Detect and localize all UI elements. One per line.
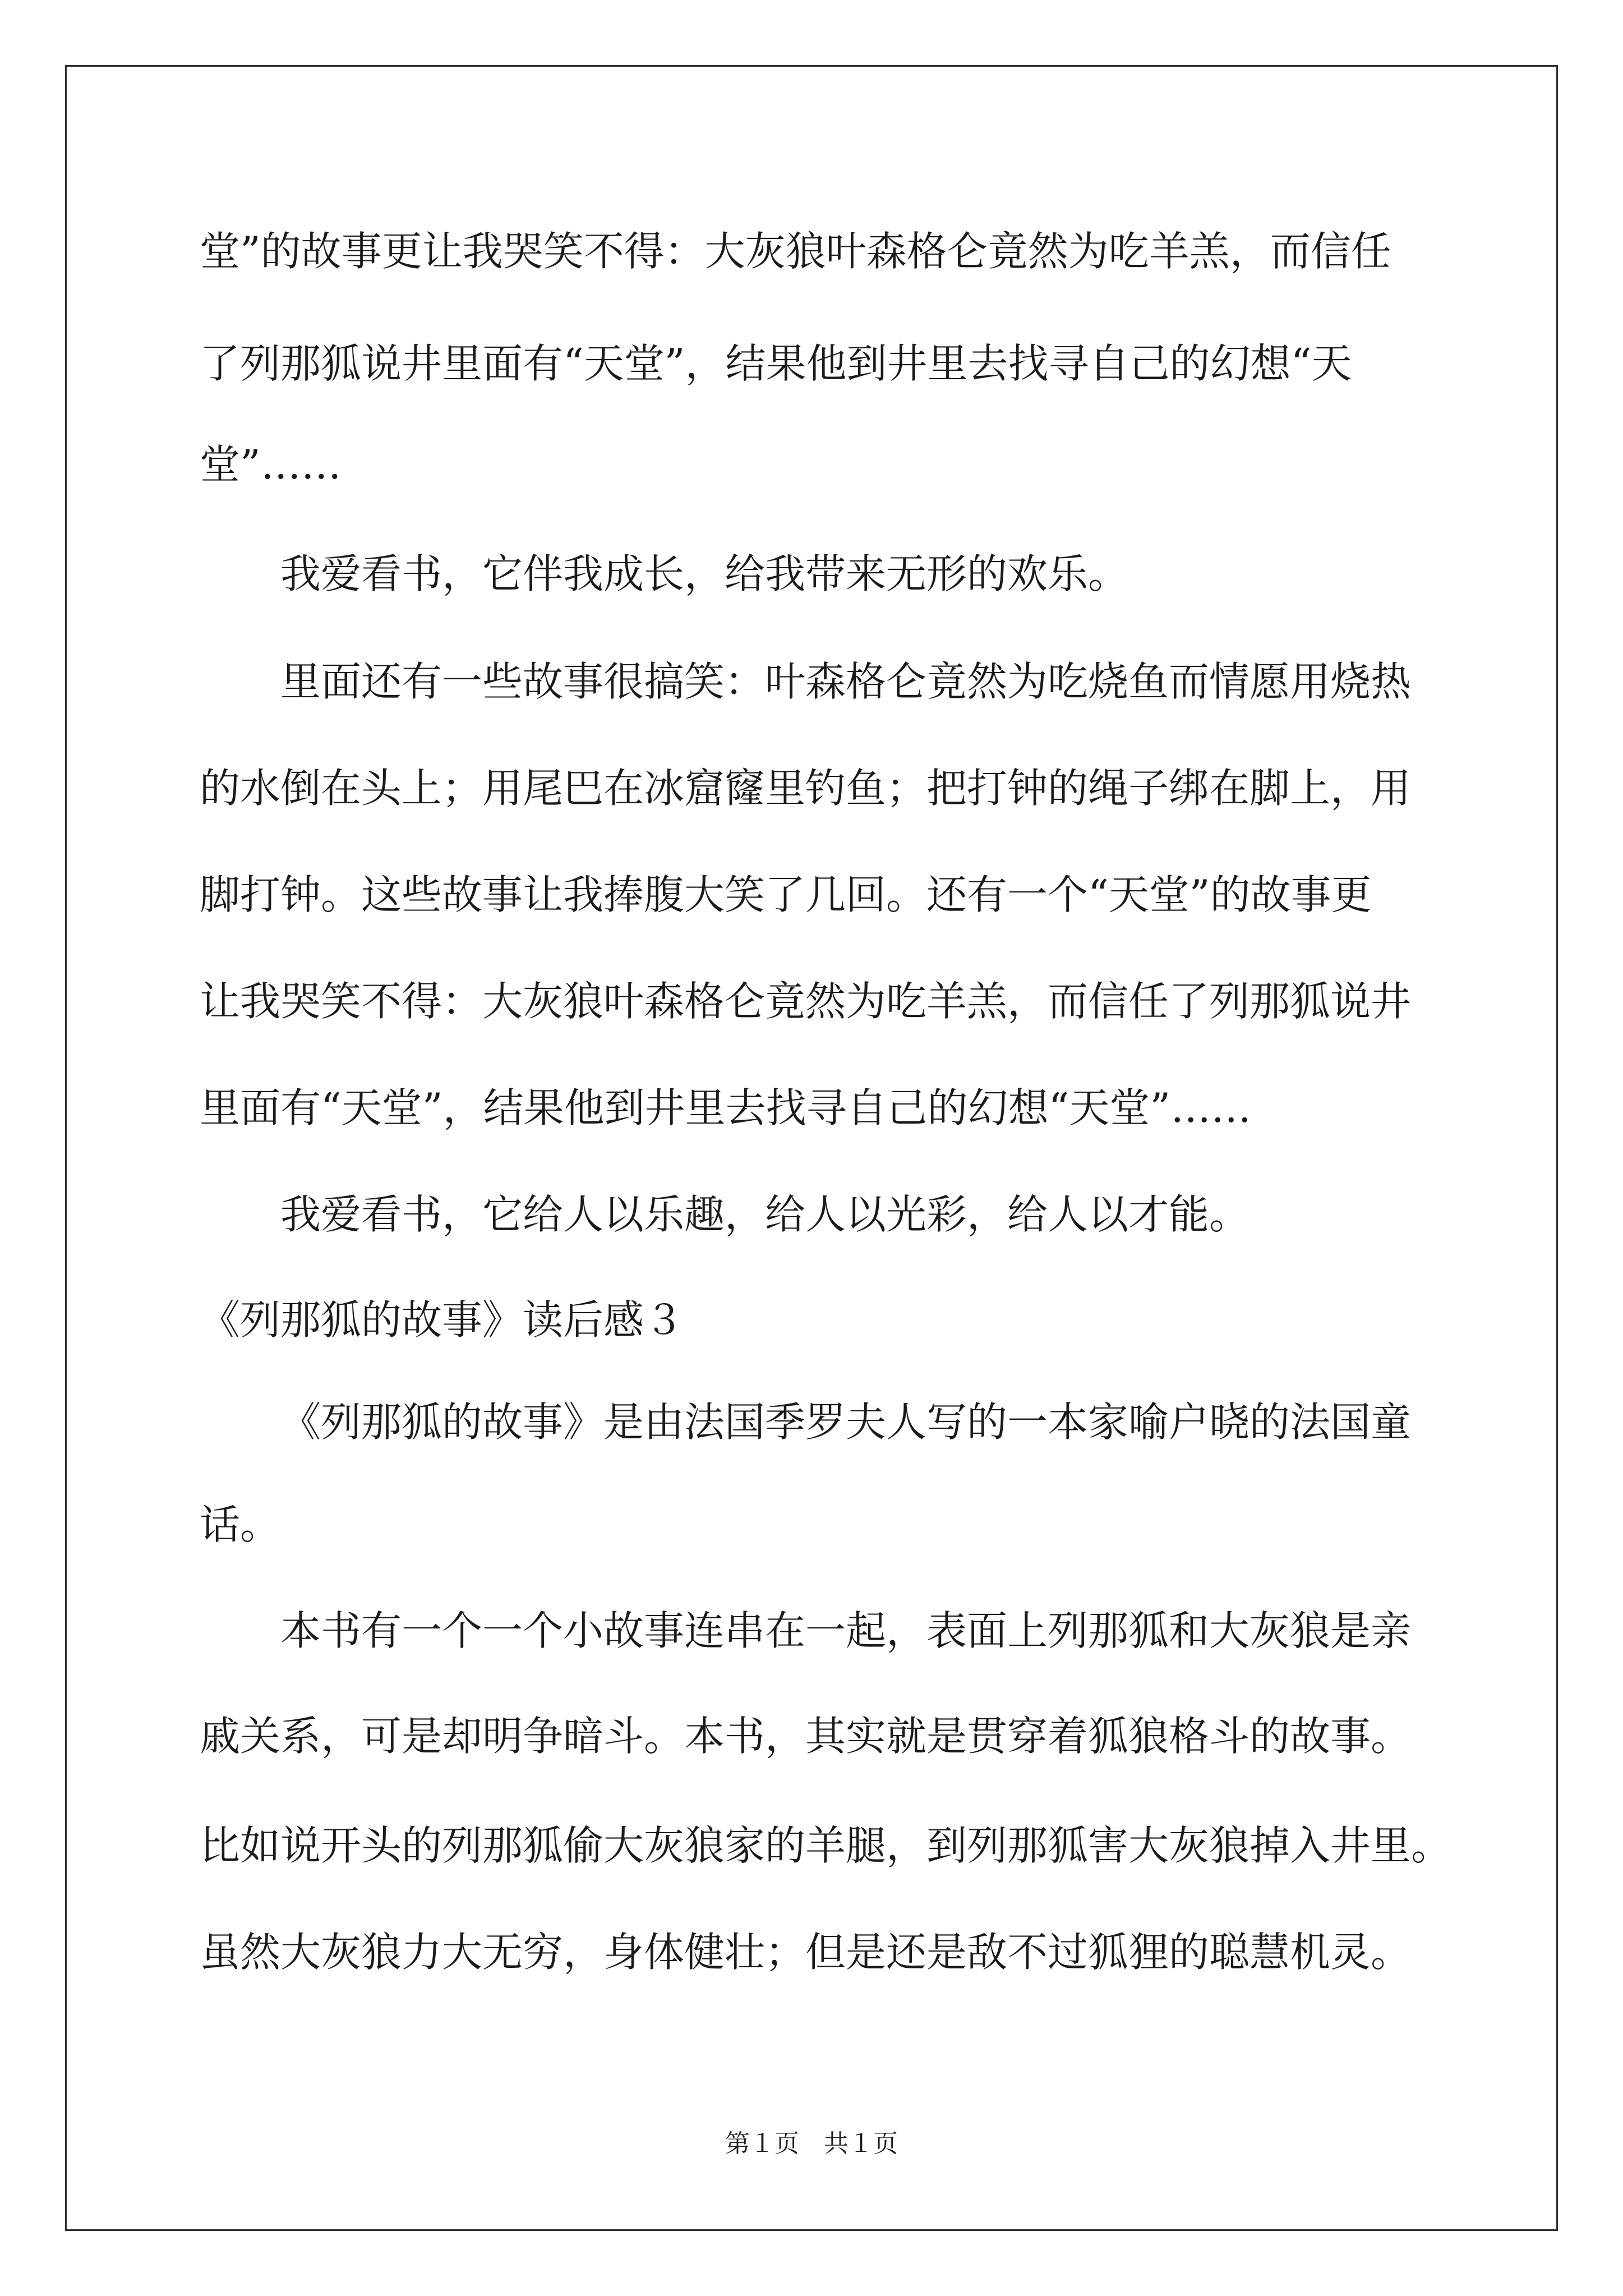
paragraph-line: 让我哭笑不得：大灰狼叶森格仑竟然为吃羊羔，而信任了列那狐说井 [200,978,1412,1025]
paragraph-line: 《列那狐的故事》是由法国季罗夫人写的一本家喻户晓的法国童 [280,1398,1412,1446]
page-footer: 第１页 共１页 [725,2129,898,2158]
section-heading: 《列那狐的故事》读后感３ [200,1296,685,1343]
paragraph-line: 的水倒在头上；用尾巴在冰窟窿里钓鱼；把打钟的绳子绑在脚上，用 [200,765,1412,812]
paragraph-line: 堂”的故事更让我哭笑不得：大灰狼叶森格仑竟然为吃羊羔，而信任 [200,228,1391,275]
paragraph-line: 里面有“天堂”，结果他到井里去找寻自己的幻想“天堂”…… [200,1084,1252,1131]
paragraph-line: 里面还有一些故事很搞笑：叶森格仑竟然为吃烧鱼而情愿用烧热 [280,658,1412,705]
paragraph-line: 堂”…… [200,441,342,488]
paragraph-line: 比如说开头的列那狐偷大灰狼家的羊腿，到列那狐害大灰狼掉入井里。 [200,1822,1452,1869]
paragraph-line: 脚打钟。这些故事让我捧腹大笑了几回。还有一个“天堂”的故事更 [200,871,1372,918]
paragraph-line: 了列那狐说井里面有“天堂”，结果他到井里去找寻自己的幻想“天 [200,340,1352,387]
paragraph-line: 我爱看书，它给人以乐趣，给人以光彩，给人以才能。 [280,1191,1250,1238]
paragraph-line: 话。 [200,1501,281,1548]
paragraph-line: 本书有一个一个小故事连串在一起，表面上列那狐和大灰狼是亲 [280,1607,1412,1654]
paragraph-line: 虽然大灰狼力大无穷，身体健壮；但是还是敌不过狐狸的聪慧机灵。 [200,1929,1412,1976]
paragraph-line: 我爱看书，它伴我成长，给我带来无形的欢乐。 [280,550,1129,597]
paragraph-line: 戚关系，可是却明争暗斗。本书，其实就是贯穿着狐狼格斗的故事。 [200,1713,1412,1760]
